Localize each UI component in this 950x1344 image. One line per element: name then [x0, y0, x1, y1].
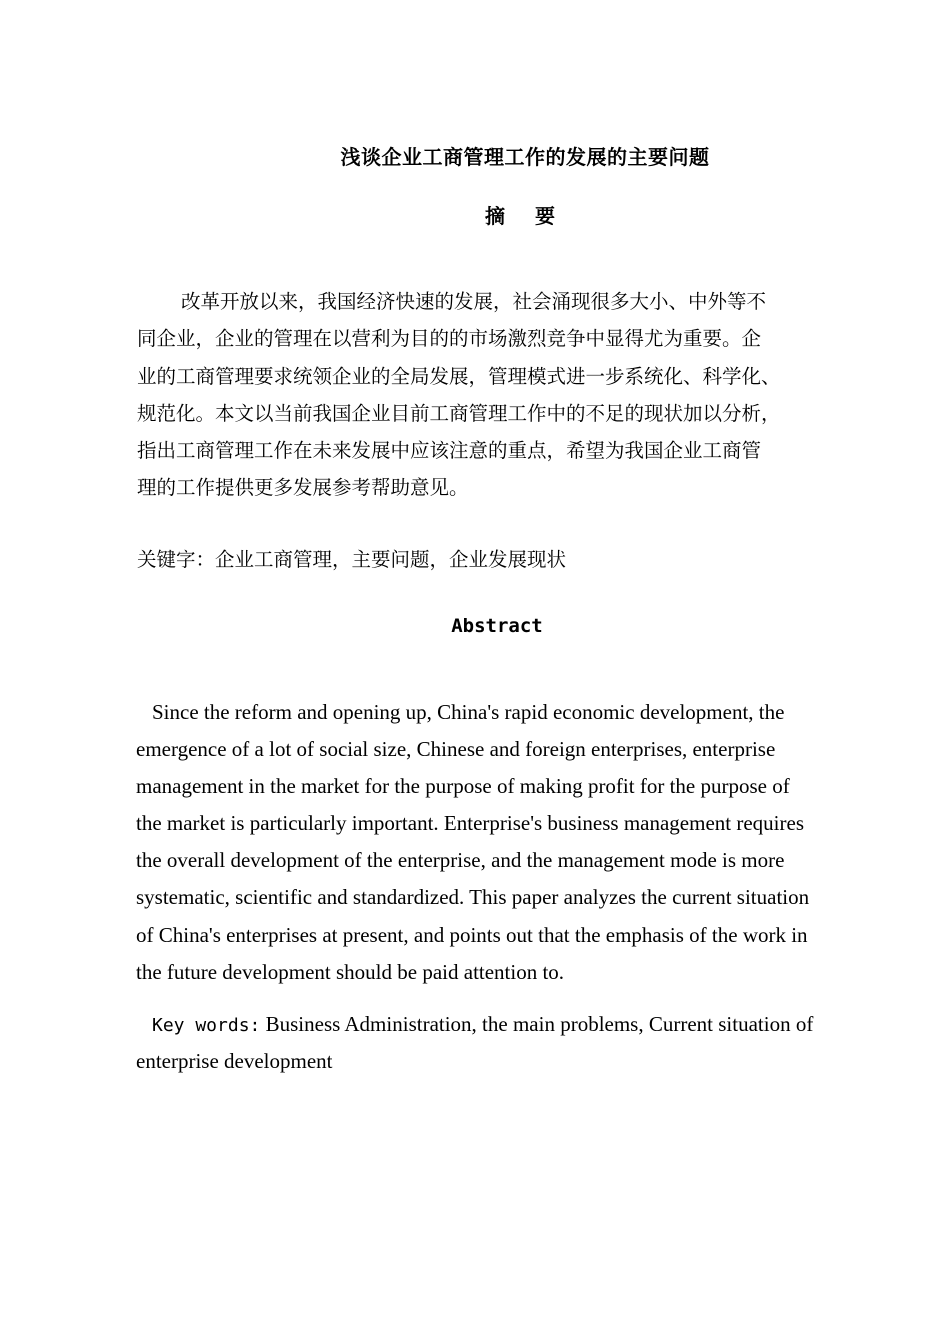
keywords-cn-text: 企业工商管理，主要问题，企业发展现状 [215, 548, 567, 571]
abstract-cn-line: 同企业，企业的管理在以营利为目的的市场激烈竞争中显得尤为重要。企 [137, 327, 762, 351]
keywords-cn-label: 关键字： [137, 548, 216, 571]
abstract-en-line: of China's enterprises at present, and points out that the emphasis of the work in [136, 922, 808, 947]
keywords-en [136, 1006, 896, 1080]
abstract-en-line: the overall development of the enterprise, and the management mode is more [136, 848, 785, 873]
abstract-en-line: Since the reform and opening up, China's rapid economic development, the [152, 700, 785, 724]
abstract-cn-line: 改革开放以来，我国经济快速的发展，社会涌现很多大小、中外等不 [181, 290, 767, 313]
abstract-cn-line: 指出工商管理工作在未来发展中应该注意的重点，希望为我国企业工商管 [137, 439, 762, 463]
abstract-en-paragraph [136, 694, 896, 991]
abstract-en-line: management in the market for the purpose of making profit for the purpose of [136, 774, 790, 799]
keywords-en-text: enterprise development [136, 1049, 333, 1074]
abstract-cn-paragraph [137, 283, 877, 507]
keywords-en-text: Business Administration, the main problems, Current situation of [260, 1012, 814, 1036]
keywords-cn [137, 543, 566, 578]
keywords-en-label: Key words: [152, 1015, 261, 1036]
abstract-cn-line: 理的工作提供更多发展参考帮助意见。 [137, 476, 469, 500]
abstract-heading-en: Abstract [451, 615, 543, 637]
abstract-en-line: the market is particularly important. Enterprise's business management requires [136, 811, 805, 836]
abstract-en-line: emergence of a lot of social size, Chinese and foreign enterprises, enterprise [136, 737, 776, 762]
keywords-en-line [136, 1006, 896, 1043]
document-title: 浅谈企业工商管理工作的发展的主要问题 [340, 145, 710, 169]
abstract-en-line: systematic, scientific and standardized. This paper analyzes the current situation [136, 885, 810, 910]
keywords-en-line [136, 1043, 896, 1080]
abstract-heading-cn: 摘要 [485, 204, 585, 228]
abstract-en-line: the future development should be paid attention to. [136, 959, 565, 984]
abstract-cn-line: 规范化。本文以当前我国企业目前工商管理工作中的不足的现状加以分析， [137, 401, 781, 425]
abstract-cn-line: 业的工商管理要求统领企业的全局发展，管理模式进一步系统化、科学化、 [137, 364, 781, 388]
